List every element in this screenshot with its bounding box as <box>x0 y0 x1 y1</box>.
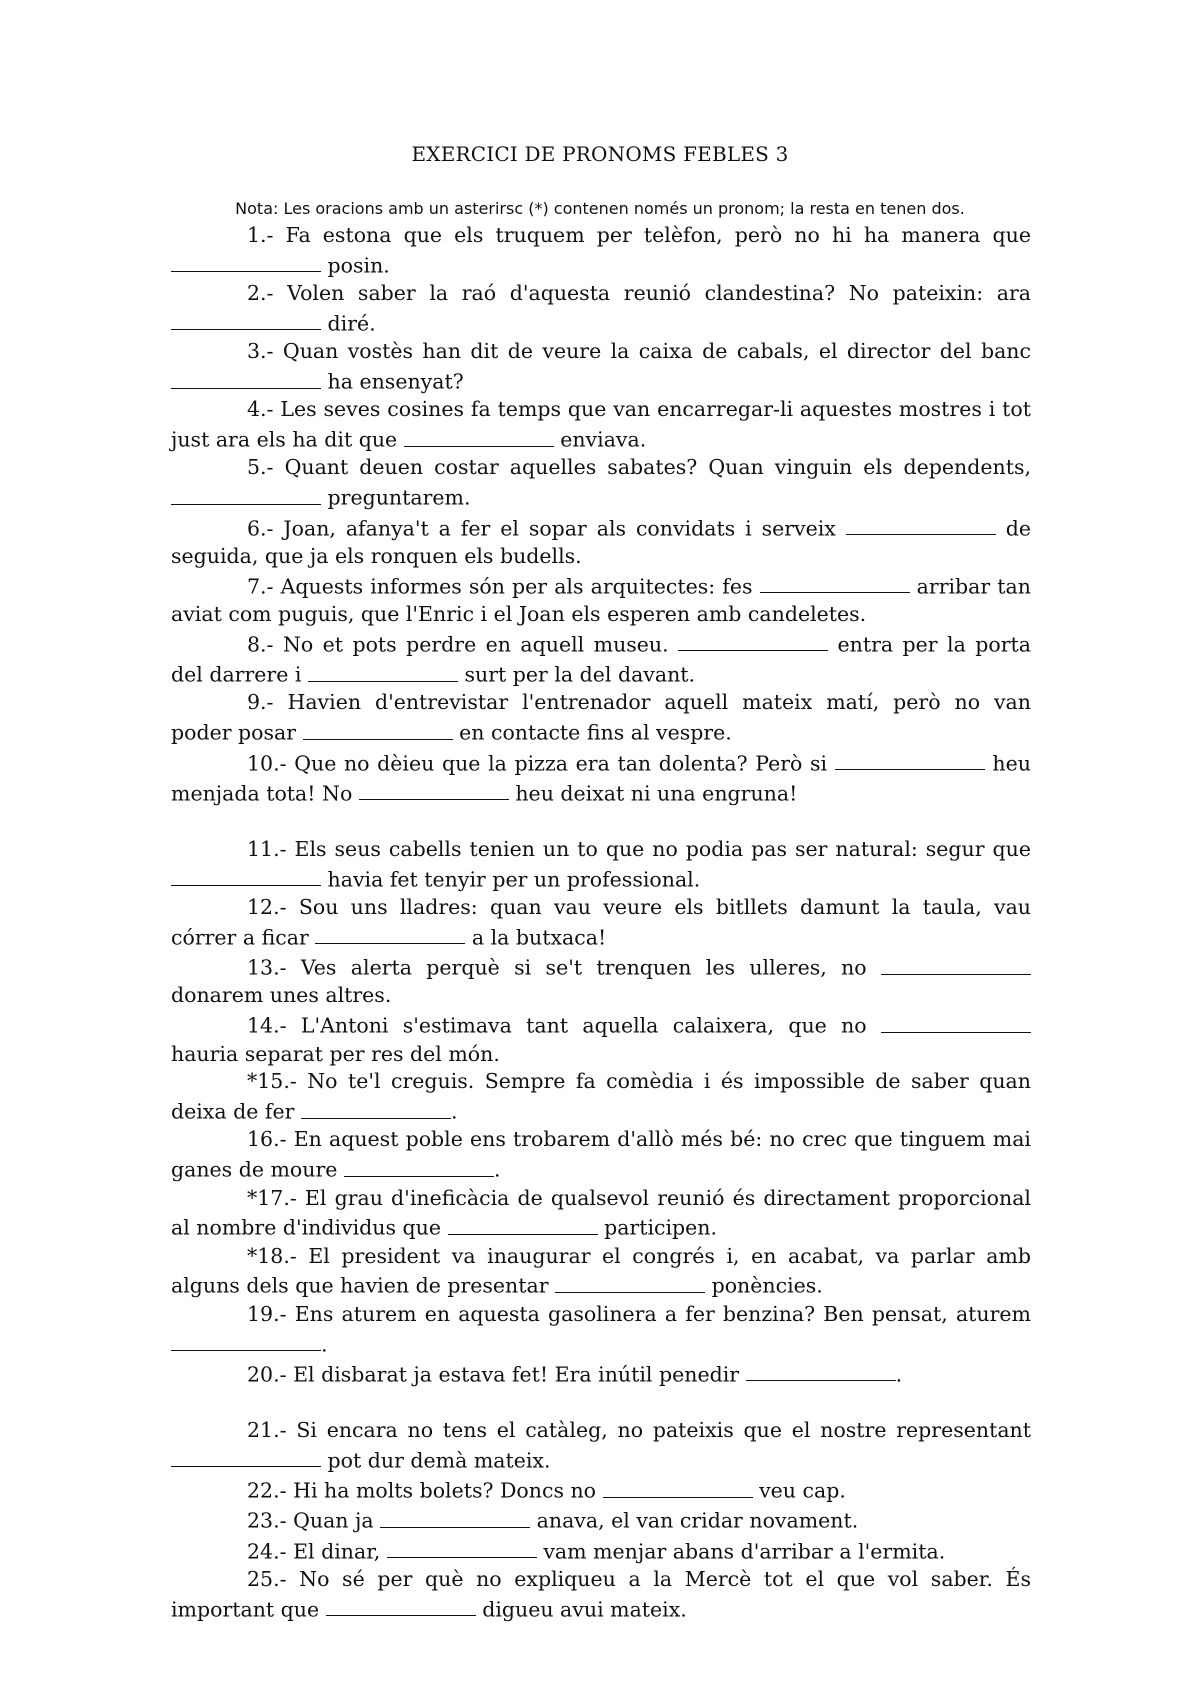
exercise-number: 3.- <box>247 339 274 364</box>
answer-blank[interactable] <box>380 1505 530 1528</box>
exercise-number: 4.- <box>247 397 274 422</box>
exercise-text: a la butxaca! <box>471 925 607 950</box>
exercise-item <box>171 1126 1031 1184</box>
exercise-text: Que no dèieu que la pizza era tan dolenta? Però si <box>294 751 828 776</box>
exercise-text: Volen saber la raó d'aquesta reunió clandestina? No pateixin: ara <box>287 281 1031 306</box>
exercise-item <box>171 1566 1031 1624</box>
answer-blank[interactable] <box>448 1212 598 1235</box>
exercise-number: 5.- <box>247 455 274 480</box>
exercise-text: Aquests informes són per als arquitectes: fes <box>280 574 753 599</box>
exercise-text: El dinar, <box>293 1539 381 1564</box>
answer-blank[interactable] <box>404 424 554 447</box>
exercise-number: 1.- <box>247 223 274 247</box>
exercise-number: 2.- <box>247 281 274 306</box>
answer-blank[interactable] <box>603 1475 753 1498</box>
exercise-item <box>171 1417 1031 1475</box>
exercise-number: 14.- <box>247 1013 287 1038</box>
exercise-item <box>171 513 1031 571</box>
answer-blank[interactable] <box>835 748 985 771</box>
exercise-item <box>171 629 1031 690</box>
exercise-text: anava, el van cridar novament. <box>536 1508 859 1533</box>
answer-blank[interactable] <box>171 366 321 389</box>
exercise-item <box>171 454 1031 512</box>
exercise-item <box>171 748 1031 809</box>
answer-blank[interactable] <box>555 1270 705 1293</box>
exercise-item <box>171 571 1031 629</box>
answer-blank[interactable] <box>171 482 321 505</box>
exercise-number: 10.- <box>247 751 287 776</box>
answer-blank[interactable] <box>171 250 321 273</box>
exercise-number: 19.- <box>247 1301 287 1326</box>
answer-blank[interactable] <box>171 1329 321 1352</box>
exercise-text: pot dur demà mateix. <box>327 1448 551 1473</box>
exercise-text: digueu avui mateix. <box>482 1597 687 1622</box>
answer-blank[interactable] <box>301 1096 451 1119</box>
exercise-text: Ves alerta perquè si se't trenquen les ulleres, no <box>300 955 867 980</box>
exercise-number: 24.- <box>247 1539 287 1564</box>
exercise-text: havia fet tenyir per un professional. <box>327 867 701 892</box>
exercise-text: hauria separat per res del món. <box>171 1041 500 1066</box>
exercise-number: 13.- <box>247 955 287 980</box>
exercise-text: de seguida, que ja els ronquen els budells. <box>171 516 1031 568</box>
exercise-text: Els seus cabells tenien un to que no podia pas ser natural: segur que <box>294 836 1031 861</box>
exercise-item <box>171 1243 1031 1301</box>
exercise-number: 16.- <box>247 1127 287 1152</box>
exercise-text: El disbarat ja estava fet! Era inútil penedir <box>293 1362 740 1387</box>
exercise-text: ha ensenyat? <box>327 369 464 394</box>
answer-blank[interactable] <box>308 659 458 682</box>
exercise-text: . <box>450 1099 458 1124</box>
exercise-item <box>171 1475 1031 1505</box>
exercise-number: 22.- <box>247 1478 287 1503</box>
exercise-number: *18.- <box>247 1243 297 1268</box>
exercise-number: 21.- <box>247 1418 287 1443</box>
exercise-text: No sé per què no expliqueu a la Mercè tot el que vol saber. És important que <box>171 1567 1031 1622</box>
exercise-list <box>171 222 1031 1624</box>
exercise-item <box>171 952 1031 1010</box>
exercise-number: 9.- <box>247 690 274 715</box>
exercise-text: Havien d'entrevistar l'entrenador aquell mateix matí, però no van poder posar <box>171 690 1031 745</box>
exercise-text: No te'l creguis. Sempre fa comèdia i és impossible de saber quan deixa de fer <box>171 1069 1031 1124</box>
exercise-text: L'Antoni s'estimava tant aquella calaixera, que no <box>300 1013 867 1038</box>
exercise-text: No et pots perdre en aquell museu. <box>282 632 669 657</box>
exercise-text: preguntarem. <box>327 485 471 510</box>
exercise-text: Les seves cosines fa temps que van encarregar-li aquestes mostres i tot just ara els ha dit que <box>171 397 1031 452</box>
answer-blank[interactable] <box>746 1359 896 1382</box>
exercise-item <box>171 338 1031 396</box>
exercise-number: 7.- <box>247 574 274 599</box>
exercise-text: Fa estona que els truquem per telèfon, però no hi ha manera que <box>285 223 1031 247</box>
exercise-number: 11.- <box>247 836 287 861</box>
exercise-text: Si encara no tens el catàleg, no pateixis que el nostre representant <box>296 1418 1031 1443</box>
exercise-number: *15.- <box>247 1069 297 1094</box>
answer-blank[interactable] <box>846 513 996 536</box>
exercise-text: Quan ja <box>293 1508 374 1533</box>
exercise-number: 6.- <box>247 516 274 541</box>
exercise-text: Joan, afanya't a fer el sopar als convidats i serveix <box>283 516 836 541</box>
exercise-text: surt per la del davant. <box>464 662 696 687</box>
exercise-item <box>171 222 1031 280</box>
exercise-number: 23.- <box>247 1508 287 1533</box>
exercise-text: vam menjar abans d'arribar a l'ermita. <box>543 1539 946 1564</box>
answer-blank[interactable] <box>760 571 910 594</box>
exercise-text: diré. <box>327 311 376 336</box>
answer-blank[interactable] <box>171 1445 321 1468</box>
exercise-item <box>171 280 1031 338</box>
exercise-text: heu deixat ni una engruna! <box>515 781 798 806</box>
exercise-item <box>171 689 1031 747</box>
exercise-text: En aquest poble ens trobarem d'allò més bé: no crec que tinguem mai ganes de moure <box>171 1127 1031 1182</box>
answer-blank[interactable] <box>678 629 828 652</box>
exercise-text: El president va inaugurar el congrés i, en acabat, va parlar amb alguns dels que havien de presentar <box>171 1243 1031 1298</box>
answer-blank[interactable] <box>881 952 1031 975</box>
exercise-item <box>171 1505 1031 1535</box>
exercise-text: Sou uns lladres: quan vau veure els bitllets damunt la taula, vau córrer a ficar <box>171 895 1031 950</box>
exercise-text: . <box>895 1362 903 1387</box>
exercise-text: Hi ha molts bolets? Doncs no <box>293 1478 597 1503</box>
exercise-number: 20.- <box>247 1362 287 1387</box>
exercise-item <box>171 1010 1031 1068</box>
exercise-item <box>171 396 1031 454</box>
answer-blank[interactable] <box>315 922 465 945</box>
exercise-text: Ens aturem en aquesta gasolinera a fer benzina? Ben pensat, aturem <box>294 1301 1031 1326</box>
exercise-item <box>171 1068 1031 1126</box>
exercise-text: veu cap. <box>759 1478 846 1503</box>
exercise-text: posin. <box>327 253 390 278</box>
answer-blank[interactable] <box>359 778 509 801</box>
answer-blank[interactable] <box>171 308 321 331</box>
exercise-text: participen. <box>604 1215 718 1240</box>
page-title: EXERCICI DE PRONOMS FEBLES 3 <box>411 142 789 166</box>
exercise-text: en contacte fins al vespre. <box>459 720 732 745</box>
answer-blank[interactable] <box>171 864 321 887</box>
exercise-number: 12.- <box>247 895 287 920</box>
answer-blank[interactable] <box>303 717 453 740</box>
exercise-item <box>171 1536 1031 1566</box>
exercise-item <box>171 1359 1031 1389</box>
exercise-item <box>171 1185 1031 1243</box>
instruction-note: Nota: Les oracions amb un asterirsc (*) contenen només un pronom; la resta en tenen dos. <box>235 199 965 218</box>
answer-blank[interactable] <box>344 1154 494 1177</box>
exercise-text: . <box>493 1157 501 1182</box>
exercise-item <box>171 1301 1031 1359</box>
exercise-text: El grau d'ineficàcia de qualsevol reunió és directament proporcional al nombre d'individus que <box>171 1185 1031 1240</box>
answer-blank[interactable] <box>881 1010 1031 1033</box>
exercise-number: *17.- <box>247 1185 297 1210</box>
exercise-text: heu menjada tota! No <box>171 751 1031 806</box>
exercise-number: 8.- <box>247 632 274 657</box>
exercise-text: entra per la porta del darrere i <box>171 632 1031 687</box>
exercise-text: donarem unes altres. <box>171 983 392 1008</box>
exercise-number: 25.- <box>247 1567 287 1592</box>
exercise-text: enviava. <box>560 427 647 452</box>
exercise-item <box>171 836 1031 894</box>
exercise-text: ponències. <box>711 1274 823 1298</box>
exercise-text: Quant deuen costar aquelles sabates? Quan vinguin els dependents, <box>284 455 1031 480</box>
exercise-text: arribar tan aviat com puguis, que l'Enric i el Joan els esperen amb candeletes. <box>171 574 1031 626</box>
exercise-item <box>171 894 1031 952</box>
exercise-text: . <box>321 1332 328 1357</box>
exercise-text: Quan vostès han dit de veure la caixa de cabals, el director del banc <box>282 339 1031 364</box>
answer-blank[interactable] <box>326 1594 476 1617</box>
answer-blank[interactable] <box>387 1536 537 1559</box>
